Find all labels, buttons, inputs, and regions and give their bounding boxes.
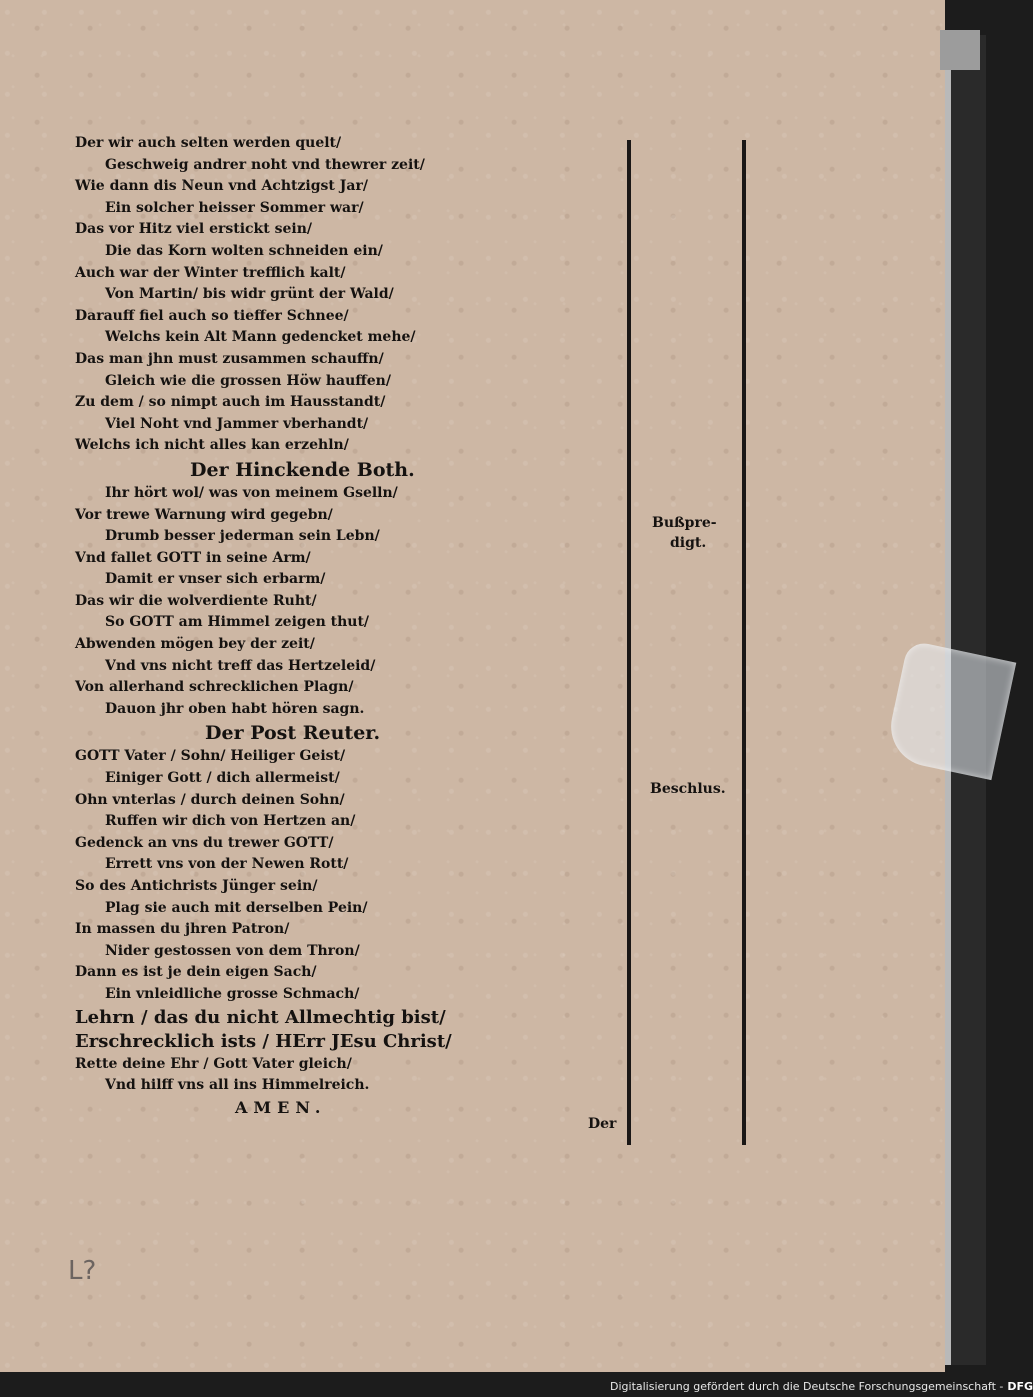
poem-line: Vnd fallet GOTT in seine Arm/ [75, 549, 311, 566]
poem-line: Auch war der Winter trefflich kalt/ [75, 264, 346, 281]
poem-line: Ruffen wir dich von Hertzen an/ [105, 813, 356, 830]
poem-line: GOTT Vater / Sohn/ Heiliger Geist/ [75, 748, 346, 765]
poem-line: Die das Korn wolten schneiden ein/ [105, 242, 383, 259]
poem-line: Nider gestossen von dem Thron/ [105, 942, 360, 959]
poem-line: Lehrn / das du nicht Allmechtig bist/ [75, 1006, 446, 1028]
poem-line: Das man jhn must zusammen schauffn/ [75, 350, 384, 367]
poem-line: Dann es ist je dein eigen Sach/ [75, 964, 317, 981]
poem-line: Damit er vnser sich erbarm/ [105, 571, 326, 588]
poem-line: Rette deine Ehr / Gott Vater gleich/ [75, 1055, 352, 1072]
poem-line: Einiger Gott / dich allermeist/ [105, 770, 340, 787]
poem-line: Geschweig andrer noht vnd thewrer zeit/ [105, 156, 425, 173]
poem-line: Gedenck an vns du trewer GOTT/ [75, 834, 334, 851]
poem-line: Das wir die wolverdiente Ruht/ [75, 592, 317, 609]
poem-line: Der Hinckende Both. [190, 458, 415, 481]
dfg-logo: DFG [1007, 1380, 1033, 1393]
poem-line: Ihr hört wol/ was von meinem Gselln/ [105, 484, 398, 501]
poem-line: AMEN. [235, 1097, 327, 1117]
poem-line: Drumb besser jederman sein Lebn/ [105, 528, 380, 545]
poem-line: Der wir auch selten werden quelt/ [75, 135, 342, 151]
margin-note-busspredigt [652, 513, 732, 553]
poem-line: Zu dem / so nimpt auch im Hausstandt/ [75, 394, 386, 411]
poem-line: Das vor Hitz viel erstickt sein/ [75, 221, 312, 238]
poem-line: Ein vnleidliche grosse Schmach/ [105, 985, 360, 1002]
margin-rule-left [627, 140, 631, 1145]
poem-line: Darauff fiel auch so tieffer Schnee/ [75, 307, 349, 324]
poem-line: Plag sie auch mit derselben Pein/ [105, 899, 368, 916]
margin-note-line: digt. [670, 535, 707, 551]
poem-line: Ohn vnterlas / durch deinen Sohn/ [75, 791, 345, 808]
poem-line: So GOTT am Himmel zeigen thut/ [105, 614, 370, 631]
poem-line: Vnd vns nicht treff das Hertzeleid/ [105, 657, 376, 674]
binding-corner [940, 30, 980, 70]
poem-line: Von Martin/ bis widr grünt der Wald/ [105, 286, 394, 303]
margin-note-line: Bußpre- [652, 515, 717, 531]
poem-line: So des Antichrists Jünger sein/ [75, 878, 318, 894]
poem-line: Vor trewe Warnung wird gegebn/ [75, 506, 333, 523]
poem-line: Welchs ich nicht alles kan erzehln/ [75, 437, 349, 454]
poem-line: Erschrecklich ists / HErr JEsu Christ/ [75, 1030, 452, 1052]
poem-line: Viel Noht vnd Jammer vberhandt/ [105, 415, 369, 432]
poem-line: In massen du jhren Patron/ [75, 921, 290, 938]
footer-text: Digitalisierung gefördert durch die Deutsche Forschungsgemeinschaft - [610, 1380, 1004, 1393]
poem-line: Errett vns von der Newen Rott/ [105, 856, 349, 873]
margin-rule-right [742, 140, 746, 1145]
margin-note-beschlus: Beschlus. [650, 781, 726, 797]
catchword: Der [588, 1116, 617, 1132]
pencil-mark: L? [68, 1256, 97, 1286]
poem-text [75, 133, 495, 1118]
footer-credit [610, 1377, 1033, 1397]
poem-line: Der Post Reuter. [205, 722, 381, 745]
poem-line: Dauon jhr oben habt hören sagn. [105, 700, 365, 717]
poem-line: Vnd hilff vns all ins Himmelreich. [105, 1077, 370, 1094]
poem-line: Gleich wie die grossen Höw hauffen/ [105, 372, 391, 389]
poem-line: Welchs kein Alt Mann gedencket mehe/ [105, 329, 416, 346]
poem-line: Ein solcher heisser Sommer war/ [105, 199, 364, 216]
poem-line: Von allerhand schrecklichen Plagn/ [75, 679, 354, 696]
poem-line: Abwenden mögen bey der zeit/ [75, 636, 315, 653]
poem-line: Wie dann dis Neun vnd Achtzigst Jar/ [75, 178, 368, 195]
